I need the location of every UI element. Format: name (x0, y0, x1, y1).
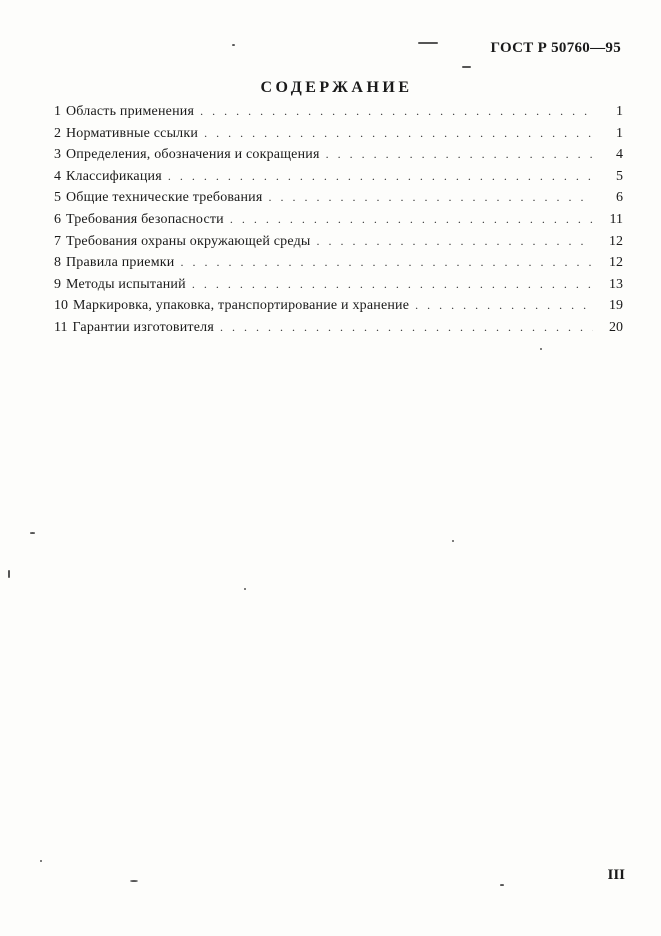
toc-entry-number: 6 (54, 211, 61, 227)
toc-entry-page: 12 (609, 233, 623, 249)
toc-entry (54, 126, 623, 148)
standard-code: ГОСТ Р 50760—95 (490, 40, 621, 56)
toc-dot-leader (220, 320, 593, 335)
scan-speck (232, 44, 235, 46)
toc-entry-number: 2 (54, 125, 61, 141)
toc-entry-page: 11 (609, 211, 623, 227)
scan-speck (452, 540, 454, 542)
toc-entry-page: 1 (616, 104, 623, 119)
scan-speck (244, 588, 246, 590)
toc-entry-number: 11 (54, 319, 68, 335)
toc-entry-title: Область применения (66, 104, 195, 119)
toc-entry-title: Требования безопасности (66, 211, 224, 227)
table-of-contents (54, 104, 623, 342)
toc-entry-title: Методы испытаний (66, 276, 186, 292)
toc-entry-title: Маркировка, упаковка, транспортирование и хранение (73, 298, 410, 314)
toc-entry-page: 6 (616, 190, 623, 206)
toc-dot-leader (204, 126, 593, 141)
scan-speck (540, 348, 542, 350)
toc-entry (54, 298, 623, 320)
toc-entry-title: Гарантии изготовителя (72, 319, 214, 335)
toc-entry (54, 147, 623, 169)
toc-entry-number: 4 (54, 168, 61, 184)
scan-speck (40, 860, 42, 862)
toc-entry-number: 9 (54, 276, 61, 292)
toc-entry-title: Определения, обозначения и сокращения (66, 147, 320, 163)
toc-entry (54, 234, 623, 256)
scan-speck (8, 570, 10, 578)
toc-dot-leader (200, 104, 593, 119)
scan-speck (462, 66, 471, 68)
toc-dot-leader (317, 234, 593, 249)
toc-entry (54, 212, 623, 234)
toc-entry-page: 20 (609, 319, 623, 335)
page-number: III (607, 867, 625, 883)
toc-entry (54, 255, 623, 277)
toc-entry-number: 3 (54, 147, 61, 163)
toc-entry (54, 320, 623, 342)
scan-speck (418, 42, 438, 44)
toc-entry-title: Общие технические требования (66, 190, 263, 206)
scan-speck (30, 532, 35, 534)
toc-entry-number: 10 (54, 298, 68, 314)
toc-entry-number: 7 (54, 233, 61, 249)
toc-entry (54, 277, 623, 299)
toc-dot-leader (168, 169, 593, 184)
toc-dot-leader (192, 277, 593, 292)
toc-entry-number: 1 (54, 104, 61, 119)
toc-dot-leader (230, 212, 593, 227)
toc-title: СОДЕРЖАНИЕ (260, 79, 413, 96)
toc-entry-page: 4 (616, 147, 623, 163)
toc-entry-page: 5 (616, 168, 623, 184)
toc-entry-page: 12 (609, 255, 623, 271)
toc-entry-number: 5 (54, 190, 61, 206)
toc-dot-leader (180, 255, 593, 270)
toc-entry (54, 169, 623, 191)
toc-entry-title: Требования охраны окружающей среды (66, 233, 311, 249)
toc-entry-number: 8 (54, 255, 61, 271)
toc-dot-leader (326, 147, 593, 162)
toc-entry (54, 104, 623, 126)
scan-speck (130, 880, 138, 882)
toc-entry-page: 13 (609, 276, 623, 292)
toc-entry-title: Правила приемки (66, 255, 175, 271)
toc-entry (54, 190, 623, 212)
toc-entry-title: Классификация (66, 168, 162, 184)
toc-dot-leader (415, 298, 593, 313)
toc-entry-title: Нормативные ссылки (66, 125, 199, 141)
toc-dot-leader (268, 190, 593, 205)
toc-entry-page: 19 (609, 298, 623, 314)
toc-entry-page: 1 (616, 125, 623, 141)
scan-speck (500, 884, 504, 886)
